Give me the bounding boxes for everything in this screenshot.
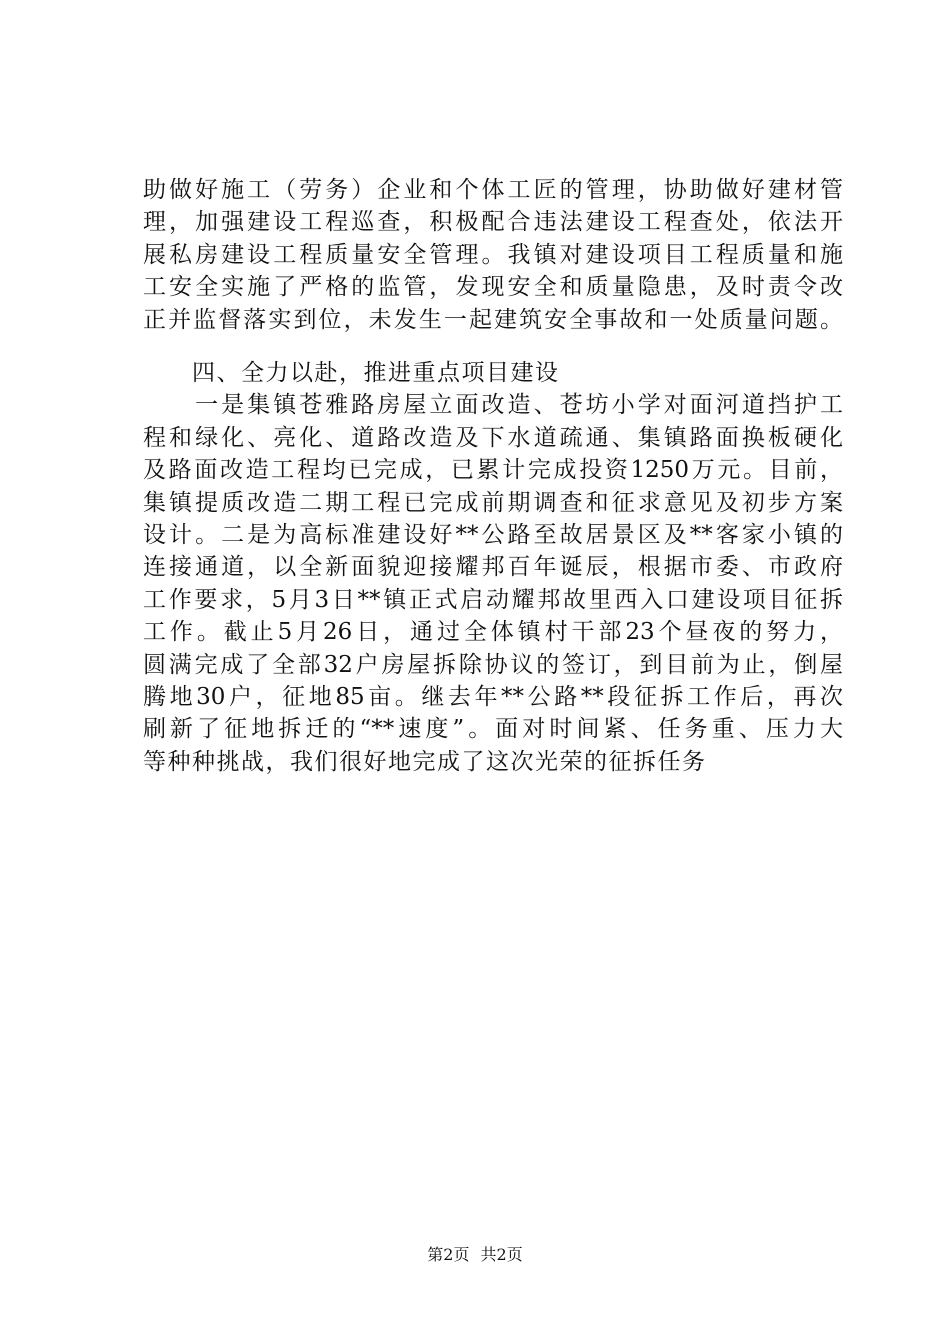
paragraph-line: 圆满完成了全部32户房屋拆除协议的签订，到目前为止，倒屋 [143, 651, 843, 678]
paragraph-line-last: 等种种挑战，我们很好地完成了这次光荣的征拆任务 [143, 748, 707, 775]
page-number: 第2页 [427, 1245, 470, 1264]
section-four [143, 357, 843, 778]
paragraph-line: 及路面改造工程均已完成，已累计完成投资1250万元。目前， [143, 457, 843, 484]
page-footer [0, 1244, 950, 1266]
paragraph-line: 理，加强建设工程巡查，积极配合违法建设工程查处，依法开 [143, 209, 843, 236]
paragraph-line: 展私房建设工程质量安全管理。我镇对建设项目工程质量和施 [143, 241, 843, 268]
continued-paragraph [143, 174, 843, 336]
paragraph-line: 工安全实施了严格的监管，发现安全和质量隐患，及时责令改 [143, 274, 843, 301]
paragraph-line: 工作要求，5月3日**镇正式启动耀邦故里西入口建设项目征拆 [143, 586, 843, 613]
paragraph-line: 助做好施工（劳务）企业和个体工匠的管理，协助做好建材管 [143, 177, 843, 203]
paragraph-line: 腾地30户，征地85亩。继去年**公路**段征拆工作后，再次 [143, 683, 843, 710]
section-heading: 四、全力以赴，推进重点项目建设 [143, 360, 560, 386]
paragraph-line: 设计。二是为高标准建设好**公路至故居景区及**客家小镇的 [143, 521, 843, 548]
paragraph-line: 程和绿化、亮化、道路改造及下水道疏通、集镇路面换板硬化 [143, 424, 843, 451]
paragraph-line: 连接通道，以全新面貌迎接耀邦百年诞辰，根据市委、市政府 [143, 554, 843, 581]
page-total: 共2页 [480, 1245, 523, 1264]
paragraph-line: 正并监督落实到位，未发生一起建筑安全事故和一处质量问题。 [143, 306, 843, 333]
paragraph-line: 刷新了征地拆迁的“**速度”。面对时间紧、任务重、压力大 [143, 716, 843, 743]
paragraph-line: 工作。截止5月26日，通过全体镇村干部23个昼夜的努力， [143, 619, 843, 646]
paragraph-line: 一是集镇苍雅路房屋立面改造、苍坊小学对面河道挡护工 [143, 392, 843, 419]
paragraph-line: 集镇提质改造二期工程已完成前期调查和征求意见及初步方案 [143, 489, 843, 516]
